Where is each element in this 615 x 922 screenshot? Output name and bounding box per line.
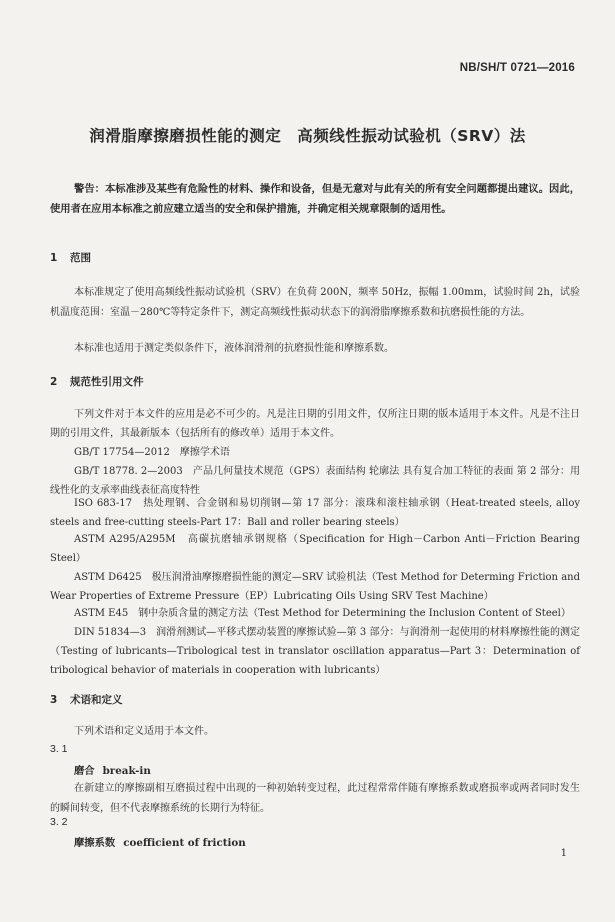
section-1-heading: [50, 250, 91, 265]
section-3-intro: 下列术语和定义适用于本文件。: [74, 726, 214, 737]
reference-item: ASTM A295/A295M 高碳抗磨轴承钢规格（Specification for High－Carbon Anti－Friction Bearing Steel）: [50, 534, 580, 564]
page-number: 1: [560, 848, 567, 859]
reference-item: ISO 683-17 热处理钢、合金钢和易切削钢—第 17 部分：滚珠和滚柱轴承钢（Heat-treated steels, alloy steels and free-cutting steels-Part 17：Ball and roller bearing steels）: [50, 498, 580, 528]
term-name-zh: 摩擦系数: [74, 837, 116, 849]
section-3-heading: [50, 692, 123, 707]
term-number: 3. 2: [50, 816, 68, 828]
warning-paragraph: 警告：本标准涉及某些有危险性的材料、操作和设备，但是无意对与此有关的所有安全问题都提出建议。因此，使用者在应用本标准之前应建立适当的安全和保护措施，并确定相关规章限制的适用性。: [50, 183, 580, 215]
reference-item: GB/T 18778. 2—2003 产品几何量技术规范（GPS）表面结构 轮廓法 具有复合加工特征的表面 第 2 部分：用线性化的支承率曲线表征高度特性: [50, 466, 580, 496]
term-name-en: break-in: [102, 765, 151, 777]
reference-item: GB/T 17754—2012 摩擦学术语: [74, 447, 230, 458]
standard-code: NB/SH/T 0721—2016: [459, 62, 575, 74]
term-name-zh: 磨合: [74, 765, 95, 777]
section-3-number: 3: [50, 694, 58, 706]
section-2-intro: 下列文件对于本文件的应用是必不可少的。凡是注日期的引用文件，仅所注日期的版本适用于本文件。凡是不注日期的引用文件，其最新版本（包括所有的修改单）适用于本文件。: [50, 409, 580, 439]
term-name: [74, 834, 246, 849]
section-1-title: 范围: [70, 252, 91, 264]
section-2-title: 规范性引用文件: [70, 376, 144, 388]
reference-item: ASTM D6425 极压润滑油摩擦磨损性能的测定—SRV 试验机法（Test Method for Determing Friction and Wear Properties of Extreme Pressure（EP）Lubricating Oils Using SRV Test Machine）: [50, 572, 580, 602]
term-number: 3. 1: [50, 743, 68, 755]
section-2-number: 2: [50, 376, 58, 388]
reference-item: DIN 51834—3 润滑剂测试—平移式摆动装置的摩擦试验—第 3 部分：与润滑剂一起使用的材料摩擦性能的测定（Testing of lubricants—Tribological test in translator oscillation apparatus—Part 3：Determination of tribological behavior of materials in cooperation with lubricants）: [50, 627, 580, 676]
section-1-paragraph: 本标准也适用于测定类似条件下，液体润滑剂的抗磨损性能和摩擦系数。: [74, 343, 394, 354]
term-name: [74, 762, 151, 777]
section-2-heading: [50, 374, 144, 389]
document-title: 润滑脂摩擦磨损性能的测定 高频线性振动试验机（SRV）法: [89, 127, 526, 145]
section-1-number: 1: [50, 252, 58, 264]
term-definition: 在新建立的摩擦副相互磨损过程中出现的一种初始转变过程，此过程常常伴随有摩擦系数或磨损率或两者同时发生的瞬间转变，但不代表摩擦系统的长期行为特征。: [50, 783, 580, 814]
reference-item: ASTM E45 钢中杂质含量的测定方法（Test Method for Determining the Inclusion Content of Steel）: [74, 608, 571, 619]
section-3-title: 术语和定义: [70, 694, 123, 706]
term-name-en: coefficient of friction: [123, 837, 246, 849]
section-1-paragraph: 本标准规定了使用高频线性振动试验机（SRV）在负荷 200N，频率 50Hz，振幅 1.00mm，试验时间 2h，试验机温度范围：室温－280℃等特定条件下，测定高频线性振动状态下的润滑脂摩擦系数和抗磨损性能的方法。: [50, 287, 580, 318]
